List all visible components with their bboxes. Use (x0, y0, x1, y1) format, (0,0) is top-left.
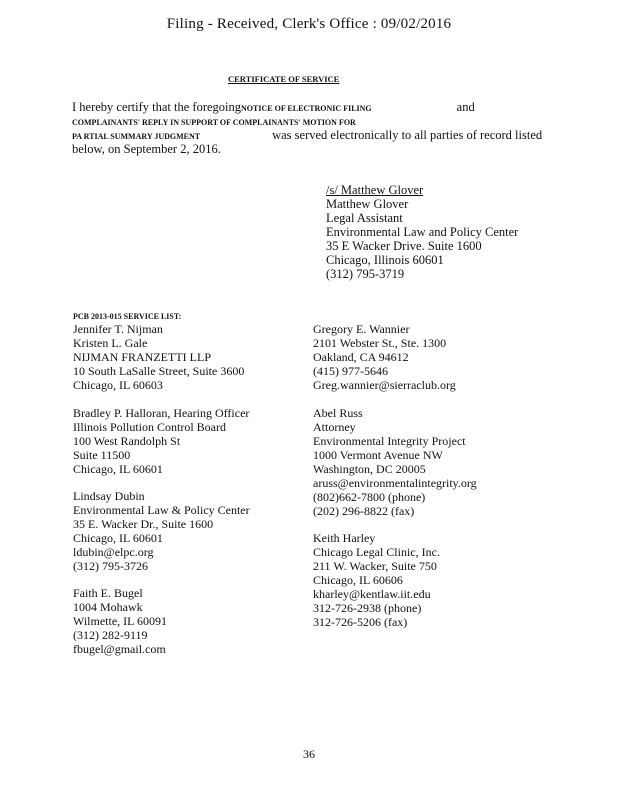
entry-line: 1000 Vermont Avenue NW (313, 448, 443, 462)
signer-city: Chicago, Illinois 60601 (326, 253, 444, 267)
entry-line: 211 W. Wacker, Suite 750 (313, 559, 437, 573)
filing-header: Filing - Received, Clerk's Office : 09/02/2016 (166, 16, 452, 32)
service-entry (313, 406, 477, 518)
entry-line: (312) 795-3726 (73, 559, 148, 573)
entry-line: Chicago, IL 60606 (313, 573, 403, 587)
entry-line: 35 E. Wacker Dr., Suite 1600 (73, 517, 214, 531)
signature-block (326, 183, 518, 281)
service-entry (73, 586, 167, 656)
entry-line: (202) 296-8822 (fax) (313, 504, 415, 518)
service-entry (313, 531, 440, 629)
signer-address: 35 E Wacker Drive. Suite 1600 (326, 239, 482, 253)
entry-line: Chicago, IL 60603 (73, 378, 163, 392)
page-number: 36 (303, 747, 315, 761)
entry-line: 1004 Mohawk (73, 600, 143, 614)
service-entry (73, 489, 250, 573)
service-entry (73, 322, 244, 392)
paragraph-text-served: was served electronically to all parties of record listed (272, 128, 543, 142)
certificate-title: CERTIFICATE OF SERVICE (228, 74, 340, 84)
entry-line: (415) 977-5646 (313, 364, 388, 378)
entry-line: Wilmette, IL 60091 (73, 614, 168, 628)
entry-line: Environmental Integrity Project (313, 434, 466, 448)
entry-line: Jennifer T. Nijman (73, 322, 163, 336)
entry-line: aruss@environmentalintegrity.org (313, 476, 477, 490)
paragraph-text: I hereby certify that the foregoing (72, 100, 242, 114)
paragraph-line-4: below, on September 2, 2016. (72, 142, 221, 156)
entry-line: Chicago, IL 60601 (73, 462, 163, 476)
entry-line: NIJMAN FRANZETTI LLP (73, 350, 211, 364)
entry-line: Gregory E. Wannier (313, 322, 410, 336)
entry-line: 10 South LaSalle Street, Suite 3600 (73, 364, 245, 378)
entry-line: Lindsay Dubin (73, 489, 145, 503)
entry-line: Keith Harley (313, 531, 376, 545)
notice-title: NOTICE OF ELECTRONIC FILING (241, 104, 372, 113)
signature-line: /s/ Matthew Glover (326, 183, 424, 197)
entry-line: Suite 11500 (73, 448, 131, 462)
entry-line: 312-726-5206 (fax) (313, 615, 408, 629)
entry-line: (312) 282-9119 (73, 628, 148, 642)
paragraph-line-3 (72, 128, 542, 142)
entry-line: Environmental Law & Policy Center (73, 503, 250, 517)
entry-line: Oakland, CA 94612 (313, 350, 409, 364)
entry-line: 100 West Randolph St (73, 434, 181, 448)
service-entry (73, 406, 249, 476)
service-list-label: PCB 2013-015 SERVICE LIST: (73, 312, 182, 321)
paragraph-line-2 (72, 114, 542, 128)
entry-line: Faith E. Bugel (73, 586, 143, 600)
entry-line: Washington, DC 20005 (313, 462, 426, 476)
entry-line: (802)662-7800 (phone) (313, 490, 426, 504)
paragraph-and: and (456, 100, 475, 114)
entry-line: Attorney (313, 420, 356, 434)
signer-title: Legal Assistant (326, 211, 403, 225)
entry-line: fbugel@gmail.com (73, 642, 166, 656)
signer-org: Environmental Law and Policy Center (326, 225, 519, 239)
entry-line: Kristen L. Gale (73, 336, 148, 350)
paragraph-line-1 (72, 100, 542, 114)
entry-line: Chicago, IL 60601 (73, 531, 163, 545)
entry-line: Illinois Pollution Control Board (73, 420, 227, 434)
entry-line: Greg.wannier@sierraclub.org (313, 378, 456, 392)
entry-line: Chicago Legal Clinic, Inc. (313, 545, 440, 559)
entry-line: Abel Russ (313, 406, 363, 420)
certification-paragraph (72, 100, 542, 156)
entry-line: 2101 Webster St., Ste. 1300 (313, 336, 447, 350)
signer-name: Matthew Glover (326, 197, 409, 211)
entry-line: Bradley P. Halloran, Hearing Officer (73, 406, 250, 420)
entry-line: ldubin@elpc.org (73, 545, 154, 559)
motion-title: PA RTIAL SUMMARY JUDGMENT (72, 132, 201, 141)
signer-phone: (312) 795-3719 (326, 267, 405, 281)
entry-line: kharley@kentlaw.iit.edu (313, 587, 431, 601)
entry-line: 312-726-2938 (phone) (313, 601, 422, 615)
service-entry (313, 322, 456, 392)
reply-title: COMPLAINANTS' REPLY IN SUPPORT OF COMPLAINANTS' MOTION FOR (72, 118, 356, 127)
